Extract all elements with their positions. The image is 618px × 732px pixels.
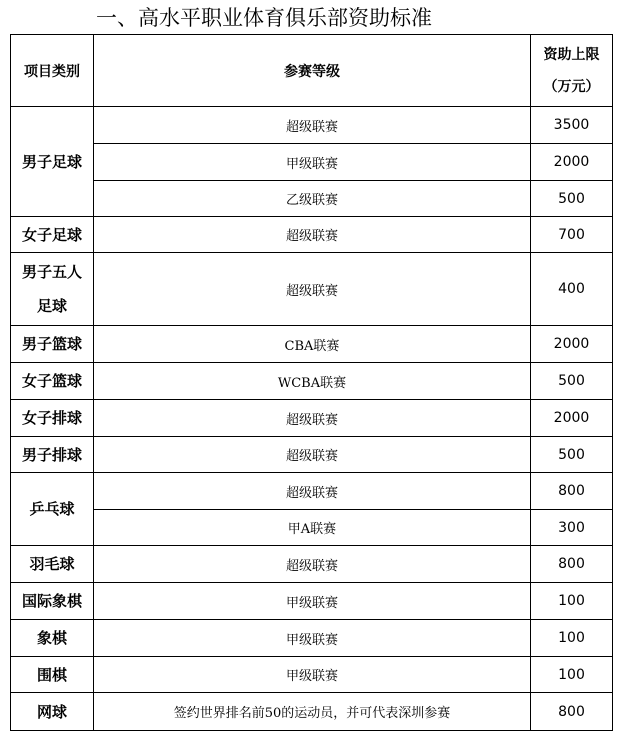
level-cell: 超级联赛 xyxy=(94,107,531,144)
table-row xyxy=(11,217,613,253)
amount-cell: 2000 xyxy=(531,144,613,181)
level-cell: 甲级联赛 xyxy=(94,144,531,181)
table-row xyxy=(11,107,613,144)
amount-cell: 2000 xyxy=(531,326,613,363)
level-cell: CBA联赛 xyxy=(94,326,531,363)
level-cell: 甲级联赛 xyxy=(94,583,531,620)
level-cell: 乙级联赛 xyxy=(94,181,531,217)
table-row xyxy=(11,253,613,326)
sponsorship-standards-table xyxy=(10,34,613,731)
category-line2: 足球 xyxy=(36,297,67,315)
category-cell: 女子篮球 xyxy=(11,363,94,400)
amount-cell: 500 xyxy=(531,363,613,400)
level-cell: 超级联赛 xyxy=(94,253,531,326)
amount-cell: 800 xyxy=(531,473,613,510)
category-cell: 围棋 xyxy=(11,657,94,693)
amount-cell: 500 xyxy=(531,181,613,217)
category-cell: 女子排球 xyxy=(11,400,94,437)
table-header-row xyxy=(11,35,613,107)
amount-cell: 800 xyxy=(531,693,613,731)
table-row xyxy=(11,400,613,437)
category-cell: 羽毛球 xyxy=(11,546,94,583)
table-row xyxy=(11,657,613,693)
table-row xyxy=(11,326,613,363)
category-cell xyxy=(11,253,94,326)
table-row xyxy=(11,546,613,583)
level-cell: 签约世界排名前50的运动员，并可代表深圳参赛 xyxy=(94,693,531,731)
level-cell: 甲A联赛 xyxy=(94,510,531,546)
amount-cell: 2000 xyxy=(531,400,613,437)
level-cell: 超级联赛 xyxy=(94,400,531,437)
amount-cell: 100 xyxy=(531,620,613,657)
category-cell: 乒乓球 xyxy=(11,473,94,546)
category-cell: 男子足球 xyxy=(11,107,94,217)
category-cell: 象棋 xyxy=(11,620,94,657)
category-cell: 男子篮球 xyxy=(11,326,94,363)
document-title: 一、高水平职业体育俱乐部资助标准 xyxy=(96,6,432,30)
header-amount-line2: （万元） xyxy=(543,78,600,95)
table-row xyxy=(11,181,613,217)
table-row xyxy=(11,473,613,510)
amount-cell: 400 xyxy=(531,253,613,326)
level-cell: 超级联赛 xyxy=(94,473,531,510)
table-row xyxy=(11,693,613,731)
header-amount-line1: 资助上限 xyxy=(543,46,600,63)
level-cell: WCBA联赛 xyxy=(94,363,531,400)
header-level: 参赛等级 xyxy=(94,35,531,107)
category-line1: 男子五人 xyxy=(21,263,82,281)
header-category: 项目类别 xyxy=(11,35,94,107)
level-cell: 超级联赛 xyxy=(94,546,531,583)
category-cell: 国际象棋 xyxy=(11,583,94,620)
category-cell: 女子足球 xyxy=(11,217,94,253)
table-row xyxy=(11,437,613,473)
level-cell: 甲级联赛 xyxy=(94,657,531,693)
table-row xyxy=(11,144,613,181)
amount-cell: 3500 xyxy=(531,107,613,144)
table-row xyxy=(11,363,613,400)
amount-cell: 800 xyxy=(531,546,613,583)
amount-cell: 100 xyxy=(531,583,613,620)
amount-cell: 300 xyxy=(531,510,613,546)
table-row xyxy=(11,620,613,657)
amount-cell: 100 xyxy=(531,657,613,693)
header-amount xyxy=(531,35,613,107)
amount-cell: 700 xyxy=(531,217,613,253)
table-row xyxy=(11,583,613,620)
amount-cell: 500 xyxy=(531,437,613,473)
category-cell: 男子排球 xyxy=(11,437,94,473)
level-cell: 超级联赛 xyxy=(94,437,531,473)
level-cell: 甲级联赛 xyxy=(94,620,531,657)
category-cell: 网球 xyxy=(11,693,94,731)
level-cell: 超级联赛 xyxy=(94,217,531,253)
table-row xyxy=(11,510,613,546)
